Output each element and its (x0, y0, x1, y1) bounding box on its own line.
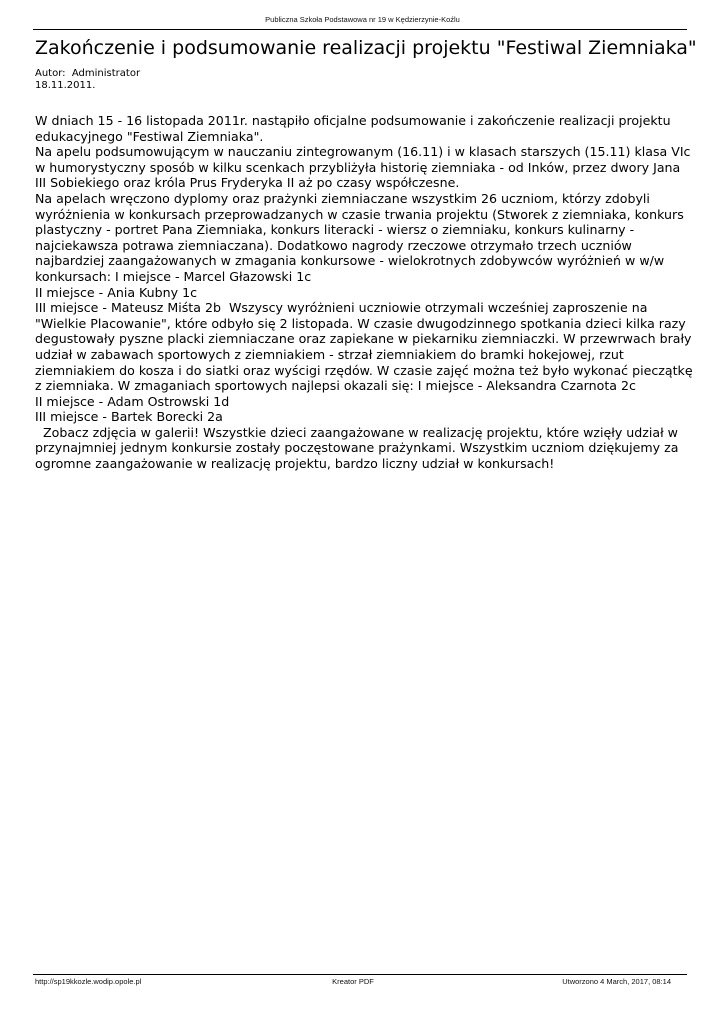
paragraph-gallery: Zobacz zdjęcia w galerii! Wszystkie dzieci zaangażowane w realizację projektu, które wzięły udział w przynajmniej jednym konkursie zostały poczęstowane prażynkami. Wszystkim uczniom dziękujemy za ogromne zaangażowanie w realizację projektu, bardzo liczny udział w konkursach! (35, 424, 683, 472)
footer-created: Utworzono 4 March, 2017, 08:14 (562, 977, 671, 986)
site-header-name: Publiczna Szkoła Podstawowa nr 19 w Kędzierzynie-Koźlu (265, 15, 460, 24)
author-line: Autor: Administrator (35, 68, 141, 79)
paragraph-sport-second: II miejsce - Adam Ostrowski 1d (35, 393, 230, 409)
footer-url-link[interactable]: http://sp19kkozle.wodip.opole.pl (35, 977, 142, 986)
paragraph-placowanie: III miejsce - Mateusz Miśta 2b Wszyscy wyróżnieni uczniowie otrzymali wcześniej zaproszenie na "Wielkie Placowanie", które odbyło się 2 listopada. W czasie dwugodzinnego spotkania dzieci kilka razy degustowały pyszne placki ziemniaczane oraz zapiekane w piekarniku ziemniaczki. W przewrwach brały udział w zabawach sportowych z ziemniakiem - strzał ziemniakiem do bramki hokejowej, rzut ziemniakiem do kosza i do siatki oraz wyścigi rzędów. W czasie zajęć można też było wykonać pieczątkę z ziemniaka. W zmaganiach sportowych najlepsi okazali się: I miejsce - Aleksandra Czarnota 2c (35, 300, 697, 394)
footer-divider (33, 974, 687, 975)
publish-date: 18.11.2011. (35, 80, 96, 91)
article-meta (35, 68, 140, 92)
paragraph-second-place: II miejsce - Ania Kubny 1c (35, 284, 198, 300)
paragraph-sport-third: III miejsce - Bartek Borecki 2a (35, 409, 223, 425)
footer-generator: Kreator PDF (332, 977, 374, 986)
paragraph-intro: W dniach 15 - 16 listopada 2011r. nastąpiło oficjalne podsumowanie i zakończenie realizacji projektu edukacyjnego "Festiwal Ziemniaka". (35, 113, 675, 144)
article-title: Zakończenie i podsumowanie realizacji projektu "Festiwal Ziemniaka" (35, 37, 697, 59)
paragraph-awards: Na apelach wręczono dyplomy oraz prażynki ziemniaczane wszystkim 26 uczniom, którzy zdobyli wyróżnienia w konkursach przeprowadzanych w czasie trwania projektu (Stworek z ziemniaka, konkurs plastyczny - portret Pana Ziemniaka, konkurs literacki - wiersz o ziemniaku, konkurs kulinarny - najciekawsza potrawa ziemniaczana). Dodatkowo nagrody rzeczowe otrzymało trzech uczniów najbardziej zaangażowanych w zmagania konkursowe - wielokrotnych zdobywców wyróżnień w w/w konkursach: I miejsce - Marcel Głazowski 1c (35, 190, 688, 284)
article-body (35, 113, 695, 472)
paragraph-apel: Na apelu podsumowującym w nauczaniu zintegrowanym (16.11) i w klasach starszych (15.11) klasa VIc w humorystyczny sposób w kilku scenkach przybliżyła historię ziemniaka - od Inków, przez dwory Jana III Sobiekiego oraz króla Prus Fryderyka II aż po czasy współczesne. (35, 144, 695, 191)
header-divider (33, 29, 687, 30)
